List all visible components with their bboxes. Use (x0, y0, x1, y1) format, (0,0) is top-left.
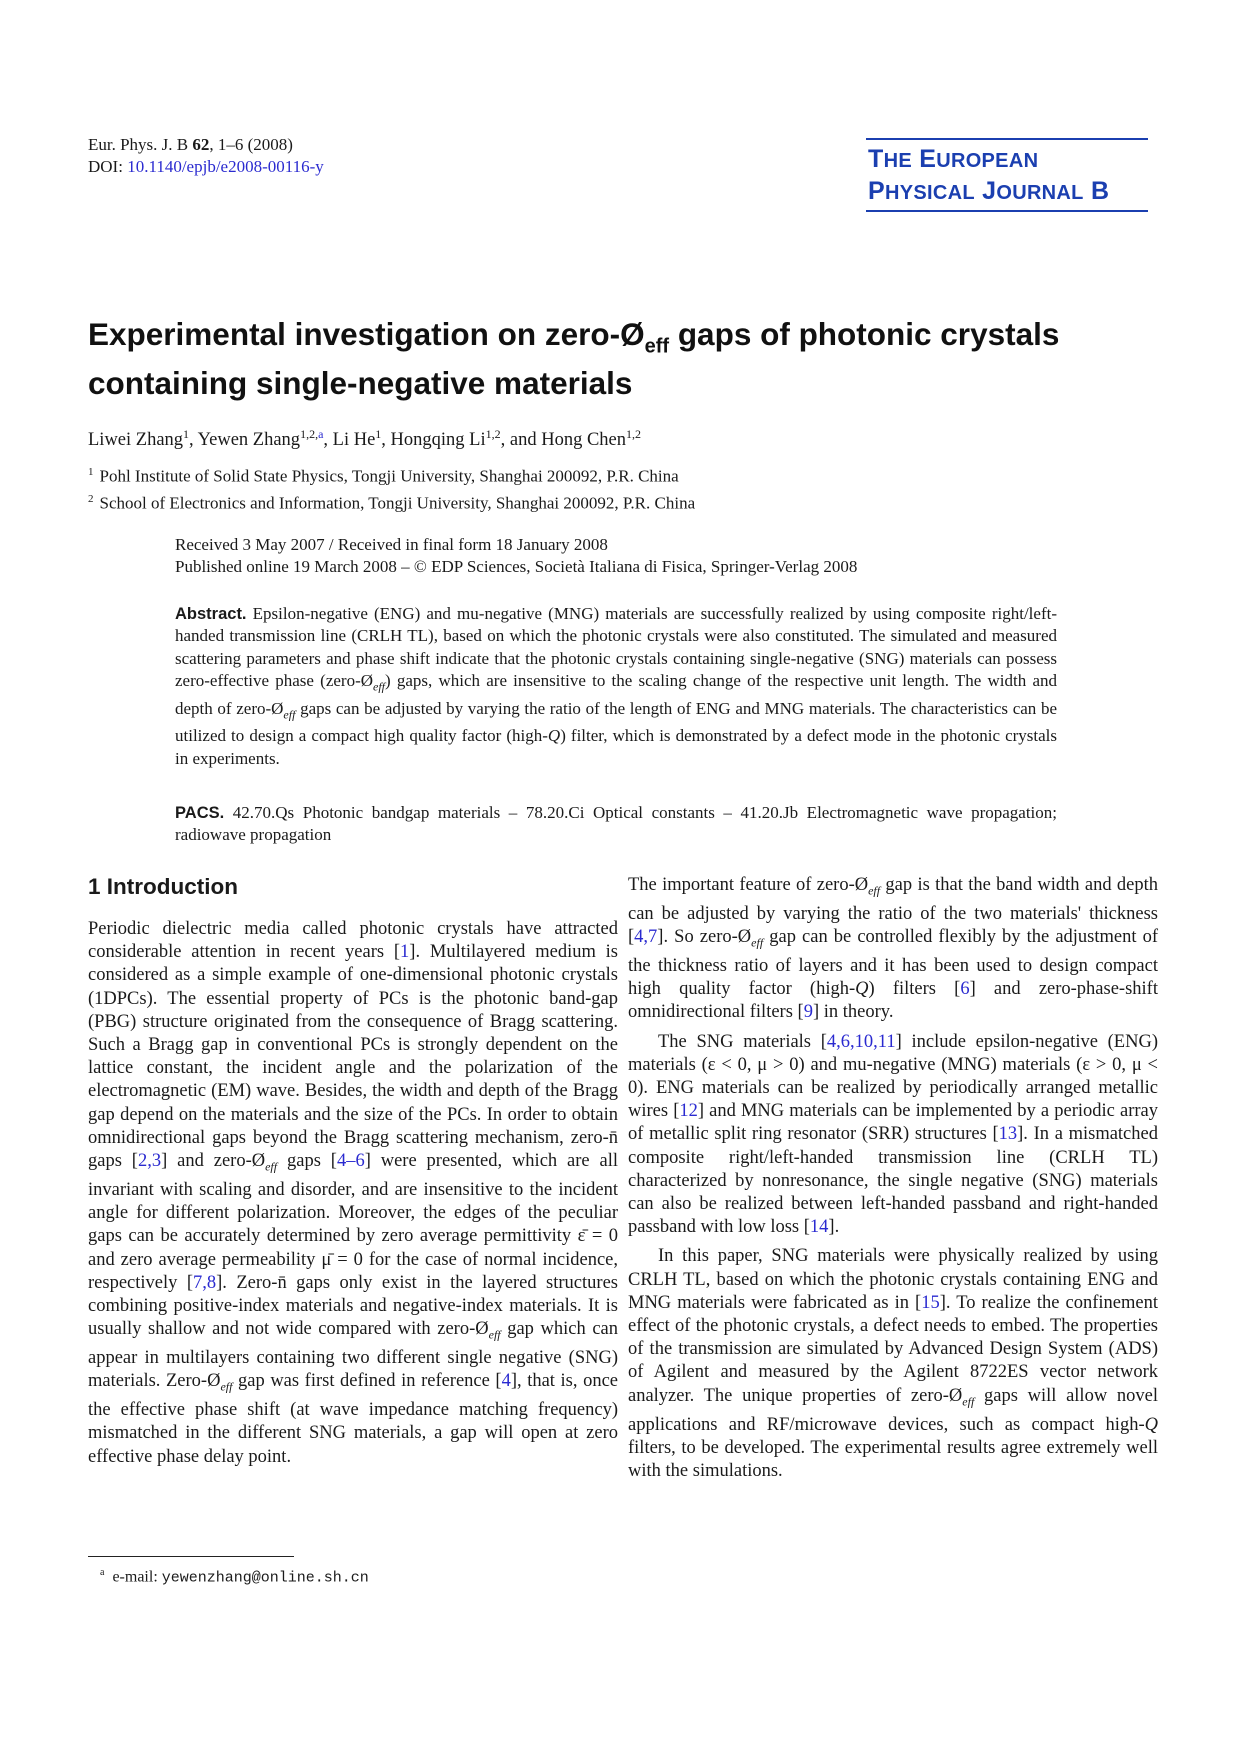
citation-link[interactable]: 1 (400, 942, 410, 963)
publication-dates (175, 534, 857, 578)
affiliation-item: $^1$ Pohl Institute of Solid State Physics, Tongji University, Shanghai 200092, P.R. China (88, 466, 679, 486)
author-list: Liwei Zhang$^1$, Yewen Zhang$^{1,2,a}$, Li He$^1$, Hongqing Li$^{1,2}$, and Hong Chen$^{1,2}$ (88, 427, 641, 451)
citation-link[interactable]: 2,3 (137, 1151, 162, 1172)
paper-title-line2: containing single-negative materials (88, 365, 633, 402)
body-column-right (628, 874, 1158, 1483)
journal-logo (866, 138, 1148, 212)
citation-link[interactable]: 4,7 (634, 927, 658, 948)
journal-logo-line2: PHYSICAL JOURNAL B (868, 177, 1110, 205)
doi-link[interactable]: 10.1140/epjb/e2008-00116-y (127, 157, 324, 176)
paragraph: Periodic dielectric media called photonic crystals have attracted considerable attention in recent years [1]. Multilayered medium is considered as a simple example of one-dimensional photonic crystals (1DPCs). The essential property of PCs is the photonic band-gap (PBG) structure originated from the consequence of Bragg scattering. Such a Bragg gap in conventional PCs is strongly dependent on the lattice constant, the incident angle and the polarization of the electromagnetic (EM) wave. Besides, the width and depth of the Bragg gap depend on the materials and the size of the PCs. In order to obtain omnidirectional gaps beyond the Bragg scattering mechanism, zero-n̄ gaps [2,3] and zero-$Ø_{eff}$ gaps [4–6] were presented, which are all invariant with scaling and disorder, and are insensitive to the incident angle for different polarization. Moreover, the edges of the peculiar gaps can be accurately determined by zero average permittivity ε̄ = 0 and zero average permeability μ̄ = 0 for the case of normal incidence, respectively [7,8]. Zero-n̄ gaps only exist in the layered structures combining positive-index materials and negative-index materials. It is usually shallow and not wide compared with zero-$Ø_{eff}$ gap which can appear in multilayers containing two different single negative (SNG) materials. Zero-$Ø_{eff}$ gap was first defined in reference [4], that is, once the effective phase shift (at wave impedance matching frequency) mismatched in the different SNG materials, a gap will open at zero effective phase delay point. (88, 919, 619, 1467)
citation-link[interactable]: 14 (809, 1217, 829, 1238)
abstract-label: Abstract. (175, 605, 247, 623)
section-heading: 1 Introduction (88, 874, 239, 899)
citation-link[interactable]: 7,8 (193, 1272, 217, 1293)
citation-link[interactable]: 4–6 (336, 1151, 365, 1172)
footnote-link[interactable]: a (318, 427, 324, 441)
journal-logo-line1: THE EUROPEAN (868, 145, 1039, 173)
paper-title-line1: Experimental investigation on zero-$Ø_{eff}$ gaps of photonic crystals (88, 316, 1060, 358)
footnote-rule (88, 1556, 294, 1557)
citation-link[interactable]: 4,6,10,11 (826, 1031, 896, 1052)
paragraph: The important feature of zero-$Ø_{eff}$ gap is that the band width and depth can be adjusted by varying the ratio of the two materials' thickness [4,7]. So zero-$Ø_{eff}$ gap can be controlled flexibly by the adjustment of the thickness ratio of layers and it has been used to design compact high quality factor (high-Q) filters [6] and zero-phase-shift omnidirectional filters [9] in theory. (628, 875, 1158, 1023)
author-name: Yewen Zhang (197, 430, 301, 451)
author-name: Liwei Zhang (88, 430, 184, 451)
journal-reference (88, 134, 324, 178)
citation-link[interactable]: 13 (998, 1124, 1018, 1145)
citation-line: Eur. Phys. J. B 62, 1–6 (2008) (88, 135, 293, 154)
citation-link[interactable]: 15 (921, 1292, 940, 1313)
citation-link[interactable]: 12 (679, 1101, 698, 1122)
author-name: Li He (332, 430, 376, 451)
affiliation-item: $^2$ School of Electronics and Information, Tongji University, Shanghai 200092, P.R. China (88, 492, 696, 513)
volume-number: 62 (192, 135, 210, 154)
pacs-codes: PACS. 42.70.Qs Photonic bandgap materials – 78.20.Ci Optical constants – 41.20.Jb Electromagnetic wave propagation; radiowave propagation (175, 803, 1057, 845)
doi-line: DOI: 10.1140/epjb/e2008-00116-y (88, 157, 324, 176)
abstract: Abstract. Epsilon-negative (ENG) and mu-negative (MNG) materials are successfully realized by using composite right/left-handed transmission line (CRLH TL), based on which the photonic crystals were also constituted. The simulated and measured scattering parameters and phase shift indicate that the photonic crystals containing single-negative (SNG) materials can possess zero-effective phase $(zero-Ø_{eff})$ gaps, which are insensitive to the scaling change of the respective unit length. The width and depth of zero-$Ø_{eff}$ gaps can be adjusted by varying the ratio of the length of ENG and MNG materials. The characteristics can be utilized to design a compact high quality factor (high-Q) filter, which is demonstrated by a defect mode in the photonic crystals in experiments. (175, 604, 1058, 768)
pacs-label: PACS. (175, 804, 225, 822)
email-address[interactable]: yewenzhang@online.sh.cn (161, 1569, 369, 1587)
published-date: Published online 19 March 2008 – © EDP Sciences, Società Italiana di Fisica, Springer-Verlag 2008 (175, 557, 858, 576)
paragraph: The SNG materials [4,6,10,11] include epsilon-negative (ENG) materials (ε < 0, μ > 0) and mu-negative (MNG) materials (ε > 0, μ < 0). ENG materials can be realized by periodically arranged metallic wires [12] and MNG materials can be implemented by a periodic array of metallic split ring resonator (SRR) structures [13]. In a mismatched composite right/left-handed transmission line (CRLH TL) characterized by nonresonance, the single negative (SNG) materials can also be realized between left-handed passband and right-handed passband with low loss [14]. (628, 1031, 1158, 1238)
body-column-left (88, 918, 618, 1469)
citation-link[interactable]: 6 (960, 979, 970, 1000)
received-date: Received 3 May 2007 / Received in final form 18 January 2008 (175, 535, 608, 554)
paragraph: In this paper, SNG materials were physically realized by using CRLH TL, based on which the photonic crystals containing ENG and MNG materials were fabricated as in [15]. To realize the confinement effect of the photonic crystals, a defect needs to embed. The properties of the transmission are simulated by Advanced Design System (ADS) of Agilent and measured by the Agilent 8722ES vector network analyzer. The unique properties of zero-$Ø_{eff}$ gaps will allow novel applications and RF/microwave devices, such as compact high-Q filters, to be developed. The experimental results agree extremely well with the simulations. (628, 1246, 1159, 1481)
author-name: Hongqing Li (390, 430, 486, 451)
citation-link[interactable]: 4 (501, 1371, 511, 1392)
paper-title (88, 316, 1148, 402)
author-name: Hong Chen (541, 430, 626, 451)
footnote: $^a$ e-mail: yewenzhang@online.sh.cn (100, 1567, 369, 1587)
citation-link[interactable]: 9 (803, 1002, 813, 1023)
affiliation-list (88, 461, 695, 514)
